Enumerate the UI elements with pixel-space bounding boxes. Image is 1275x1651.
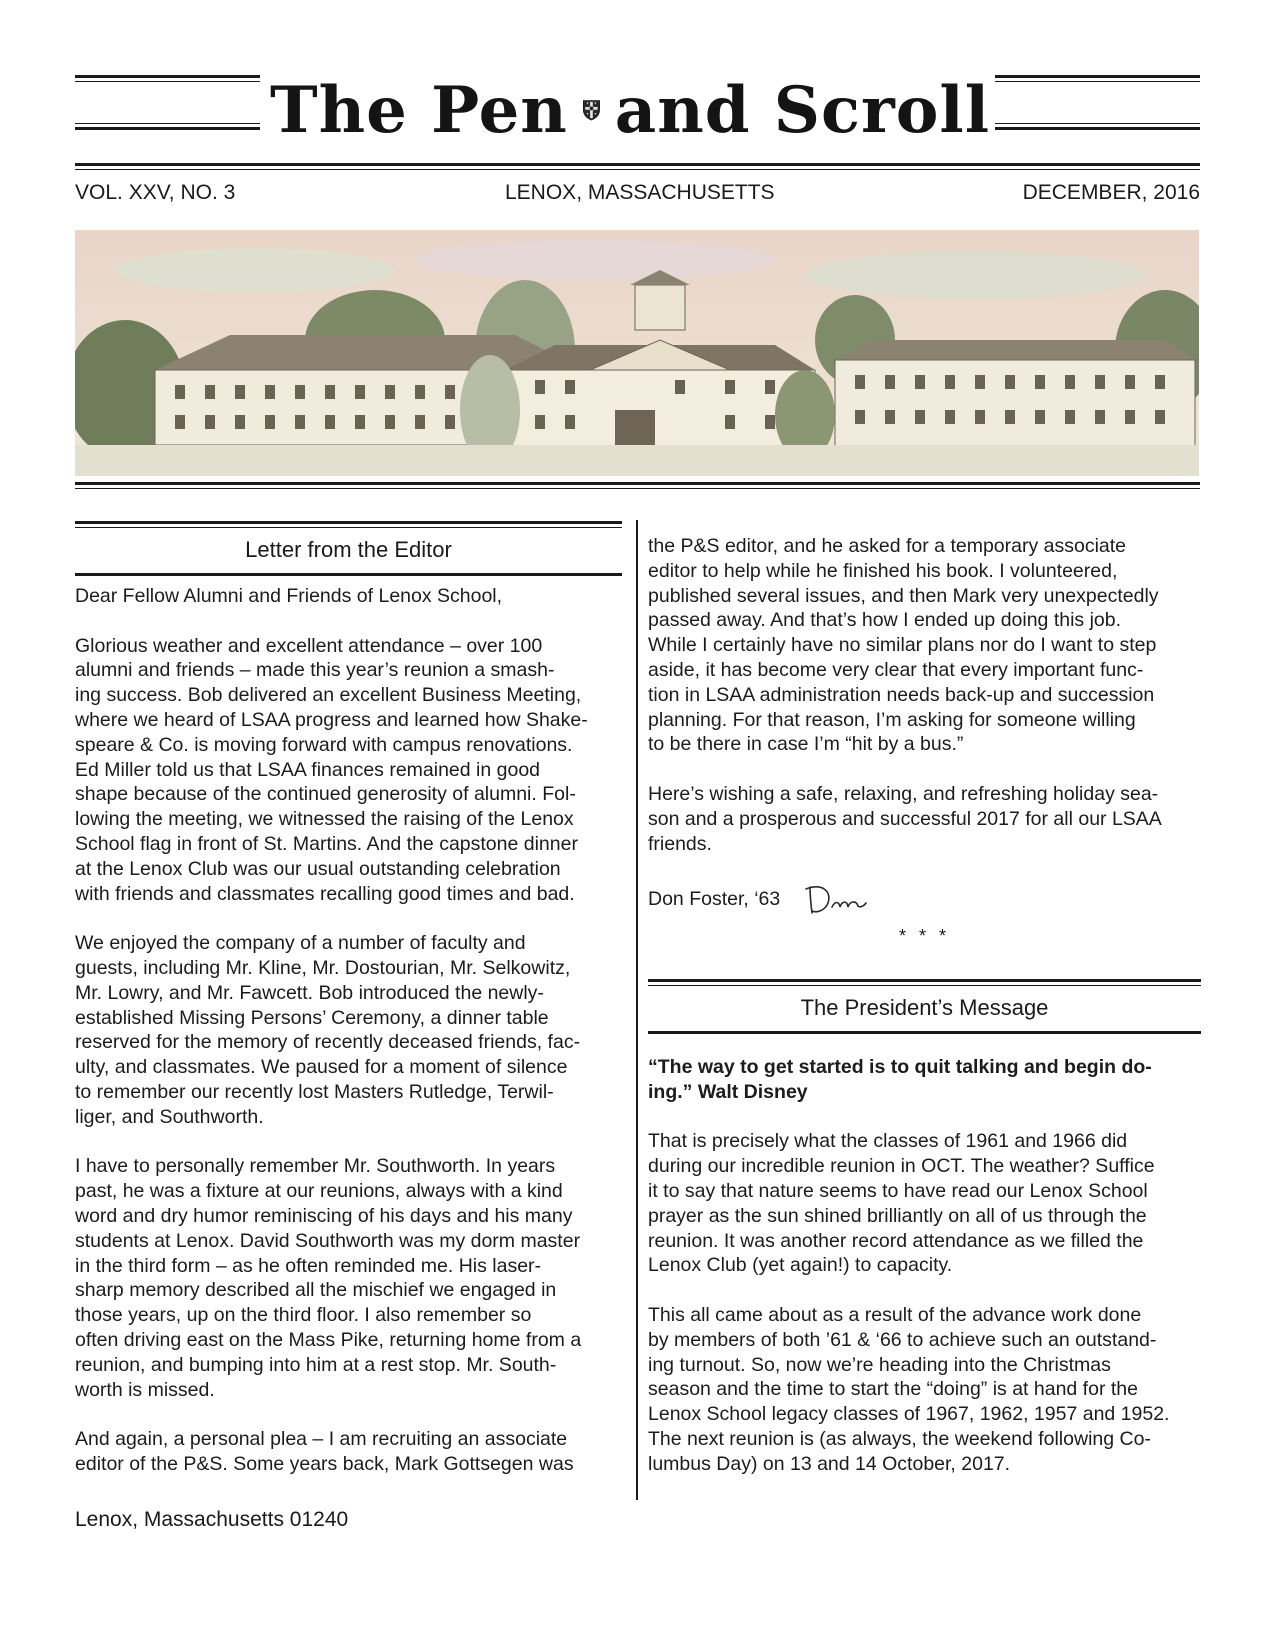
editor-letter-heading: Letter from the Editor — [245, 536, 452, 562]
editor-paragraph: Glorious weather and excellent attendance – over 100 alumni and friends – made this year’s reunion a smash- ing success. Bob delivered an excellent Business Meeting, where we heard of LSAA progress and learned how Shake- speare & Co. is moving forward with campus renovations. Ed Miller told us that LSAA finances remained in good shape because of the continued generosity of alumni. Fol- lowing the meeting, we witnessed the raising of the Lenox School flag in front of St. Martins. And the capstone dinner at the Lenox Club was our usual outstanding celebration with friends and classmates recalling good times and bad. — [75, 634, 588, 905]
president-heading-rule-top — [648, 979, 1201, 982]
column-divider — [636, 520, 638, 1500]
editor-paragraph: I have to personally remember Mr. Southworth. In years past, he was a fixture at our reunions, always with a kind word and dry humor reminiscing of his days and his many students at Lenox. David Southworth was my dorm master in the third form – as he often reminded me. His laser- sharp memory described all the mischief we engaged in those years, up on the third floor. I also remember so often driving east on the Mass Pike, returning home from a reunion, and bumping into him at a rest stop. Mr. South- worth is missed. — [75, 1155, 582, 1401]
president-heading-rule-top-thin — [648, 985, 1201, 986]
masthead-bottom-rule-thin — [75, 169, 1200, 170]
editor-heading-rule-top — [75, 521, 622, 524]
editor-letter-body — [75, 584, 635, 1477]
president-paragraph: This all came about as a result of the advance work done by members of both ’61 & ‘66 to achieve such an outstand- ing turnout. So, now we’re heading into the Christmas season and the time to start the “doing” is at hand for the Lenox School legacy classes of 1967, 1962, 1957 and 1952. The next reunion is (as always, the weekend following Co- lumbus Day) on 13 and 14 October, 2017. — [648, 1303, 1170, 1475]
volume-number: VOL. XXV, NO. 3 — [75, 181, 236, 204]
dateline-location: LENOX, MASSACHUSETTS — [505, 181, 775, 204]
editor-salutation: Dear Fellow Alumni and Friends of Lenox School, — [75, 585, 503, 607]
president-message-heading: The President’s Message — [800, 994, 1049, 1020]
title-part-1: The Pen — [270, 72, 568, 148]
president-heading-rule-bottom — [648, 1031, 1201, 1034]
president-paragraph: That is precisely what the classes of 1961 and 1966 did during our incredible reunion in OCT. The weather? Suffice it to say that nature seems to have read our Lenox School prayer as the sun shined brilliantly on all of us through the reunion. It was another record attendance as we filled the Lenox Club (yet again!) to capacity. — [648, 1130, 1155, 1277]
newspaper-title — [270, 70, 990, 150]
campus-buildings-illustration — [75, 230, 1199, 476]
masthead-rule-right — [995, 75, 1200, 133]
editor-paragraph: And again, a personal plea – I am recruiting an associate editor of the P&S. Some years back, Mark Gottsegen was — [75, 1428, 574, 1475]
editor-paragraph: We enjoyed the company of a number of faculty and guests, including Mr. Kline, Mr. Dostourian, Mr. Selkowitz, Mr. Lowry, and Mr. Fawcett. Bob introduced the newly- established Missing Persons’ Ceremony, a dinner table reserved for the memory of recently deceased friends, fac- ulty, and classmates. We paused for a moment of silence to remember our recently lost Masters Rutledge, Terwil- liger, and Southworth. — [75, 932, 581, 1128]
handwritten-signature — [802, 881, 872, 917]
editor-signoff: Don Foster, ‘63 — [648, 887, 781, 910]
editor-letter-continued — [648, 534, 1208, 917]
masthead-bottom-rule — [75, 163, 1200, 166]
editor-paragraph: Here’s wishing a safe, relaxing, and refreshing holiday sea- son and a prosperous and successful 2017 for all our LSAA friends. — [648, 782, 1162, 855]
editor-heading-rule-bottom — [75, 573, 622, 576]
title-part-2: and Scroll — [614, 72, 990, 148]
president-quote: “The way to get started is to quit talking and begin do- ing.” Walt Disney — [648, 1056, 1152, 1103]
editor-signoff-row — [648, 881, 1208, 917]
banner-bottom-rule-thin — [75, 488, 1200, 489]
footer-address: Lenox, Massachusetts 01240 — [75, 1508, 349, 1531]
editor-heading-rule-top-thin — [75, 527, 622, 528]
heraldic-shield-icon — [582, 75, 601, 145]
section-separator: * * * — [898, 926, 951, 946]
masthead-rule-left — [75, 75, 260, 133]
banner-bottom-rule — [75, 482, 1200, 485]
editor-paragraph: the P&S editor, and he asked for a temporary associate editor to help while he finished his book. I volunteered, published several issues, and then Mark very unexpectedly passed away. And that’s how I ended up doing this job. While I certainly have no similar plans nor do I want to step aside, it has become very clear that every important func- tion in LSAA administration needs back-up and succession planning. For that reason, I’m asking for someone willing to be there in case I’m “hit by a bus.” — [648, 535, 1159, 756]
president-message-body — [648, 1055, 1208, 1477]
issue-date: DECEMBER, 2016 — [1022, 181, 1200, 204]
